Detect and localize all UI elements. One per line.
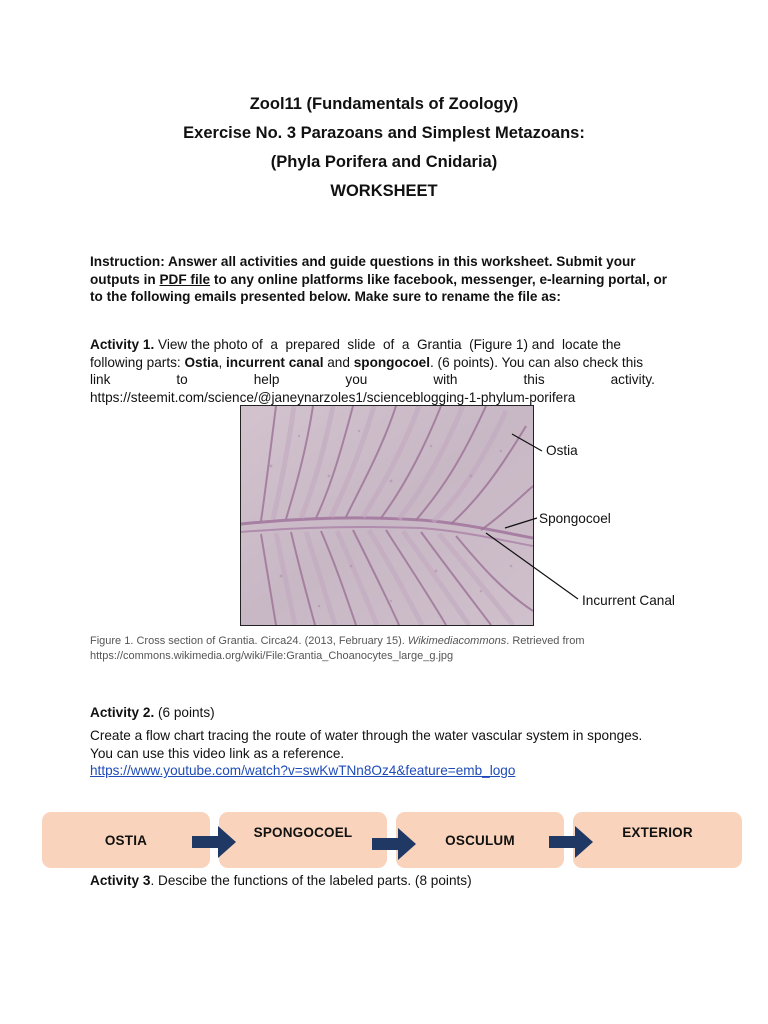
steemit-link[interactable]: https://steemit.com/science/@janeynarzoles1/scienceblogging-1-phylum-porifera	[90, 389, 576, 405]
figure-caption	[90, 634, 690, 664]
separator: ,	[218, 354, 227, 370]
flow-step-label: OSTIA	[104, 832, 148, 848]
phyla-subtitle: (Phyla Porifera and Cnidaria)	[270, 153, 498, 171]
word: with	[433, 372, 458, 387]
label-spongocoel: Spongocoel	[539, 511, 611, 526]
flow-arrow-2-icon	[370, 826, 420, 862]
instruction-text: outputs in	[90, 271, 160, 287]
activity1-label: Activity 1.	[90, 337, 155, 352]
activity3-block	[90, 872, 690, 890]
flow-arrow-3-icon	[547, 824, 597, 860]
activity2-heading	[90, 704, 690, 722]
label-ostia: Ostia	[546, 443, 578, 458]
flow-arrow-1-icon	[190, 824, 240, 860]
youtube-link[interactable]: https://www.youtube.com/watch?v=swKwTNn8Oz4&feature=emb_logo	[90, 763, 516, 778]
word: activity.	[610, 372, 655, 387]
pdf-file-emphasis: PDF file	[159, 271, 211, 287]
flow-step-label: EXTERIOR	[622, 824, 693, 840]
flow-step-label: OSCULUM	[445, 832, 515, 848]
flow-step-osculum	[396, 812, 564, 868]
activity3-text: . Descibe the functions of the labeled parts. (8 points)	[150, 873, 472, 888]
activity2-line-2: You can use this video link as a reference.	[90, 745, 345, 761]
separator: and	[323, 354, 354, 370]
caption-url[interactable]: https://commons.wikimedia.org/wiki/File:Grantia_Choanocytes_large_g.jpg	[90, 650, 454, 662]
caption-text: . Retrieved from	[506, 635, 585, 647]
flow-step-spongocoel	[219, 812, 387, 868]
course-title: Zool11 (Fundamentals of Zoology)	[249, 95, 519, 113]
activity1-text: following parts:	[90, 354, 185, 370]
caption-source: Wikimediacommons	[407, 635, 507, 647]
part-incurrent-canal: incurrent canal	[226, 354, 324, 370]
flow-step-label: SPONGOCOEL	[253, 824, 353, 840]
flow-step-ostia	[42, 812, 210, 868]
part-spongocoel: spongocoel	[353, 354, 430, 370]
part-ostia: Ostia	[184, 354, 219, 370]
activity2-line-1: Create a flow chart tracing the route of water through the water vascular system in sponges.	[90, 728, 643, 743]
word: to	[176, 372, 188, 387]
word: this	[523, 372, 545, 387]
activity2-body	[90, 727, 690, 780]
flow-step-exterior	[573, 812, 742, 868]
instruction-text: to any online platforms like facebook, messenger, e-learning portal, or	[210, 271, 668, 287]
activity3-label: Activity 3	[90, 873, 151, 888]
caption-text: Figure 1. Cross section of Grantia. Circa24. (2013, February 15).	[90, 635, 408, 647]
activity2-points: (6 points)	[154, 705, 215, 720]
exercise-title: Exercise No. 3 Parazoans and Simplest Metazoans:	[183, 124, 585, 142]
instruction-line-3: to the following emails presented below. Make sure to rename the file as:	[90, 289, 561, 304]
caption-line-1	[90, 634, 690, 649]
activity1-text: . (6 points). You can also check this	[429, 354, 644, 370]
activity1-text: View the photo of a prepared slide of a Grantia (Figure 1) and locate the	[154, 337, 621, 352]
instruction-line-1: Instruction: Answer all activities and guide questions in this worksheet. Submit your	[90, 254, 636, 269]
word: link	[90, 372, 111, 387]
worksheet-heading: WORKSHEET	[330, 182, 438, 200]
word: help	[253, 372, 280, 387]
label-incurrent-canal: Incurrent Canal	[582, 593, 675, 608]
activity2-label: Activity 2.	[90, 705, 155, 720]
word: you	[345, 372, 368, 387]
